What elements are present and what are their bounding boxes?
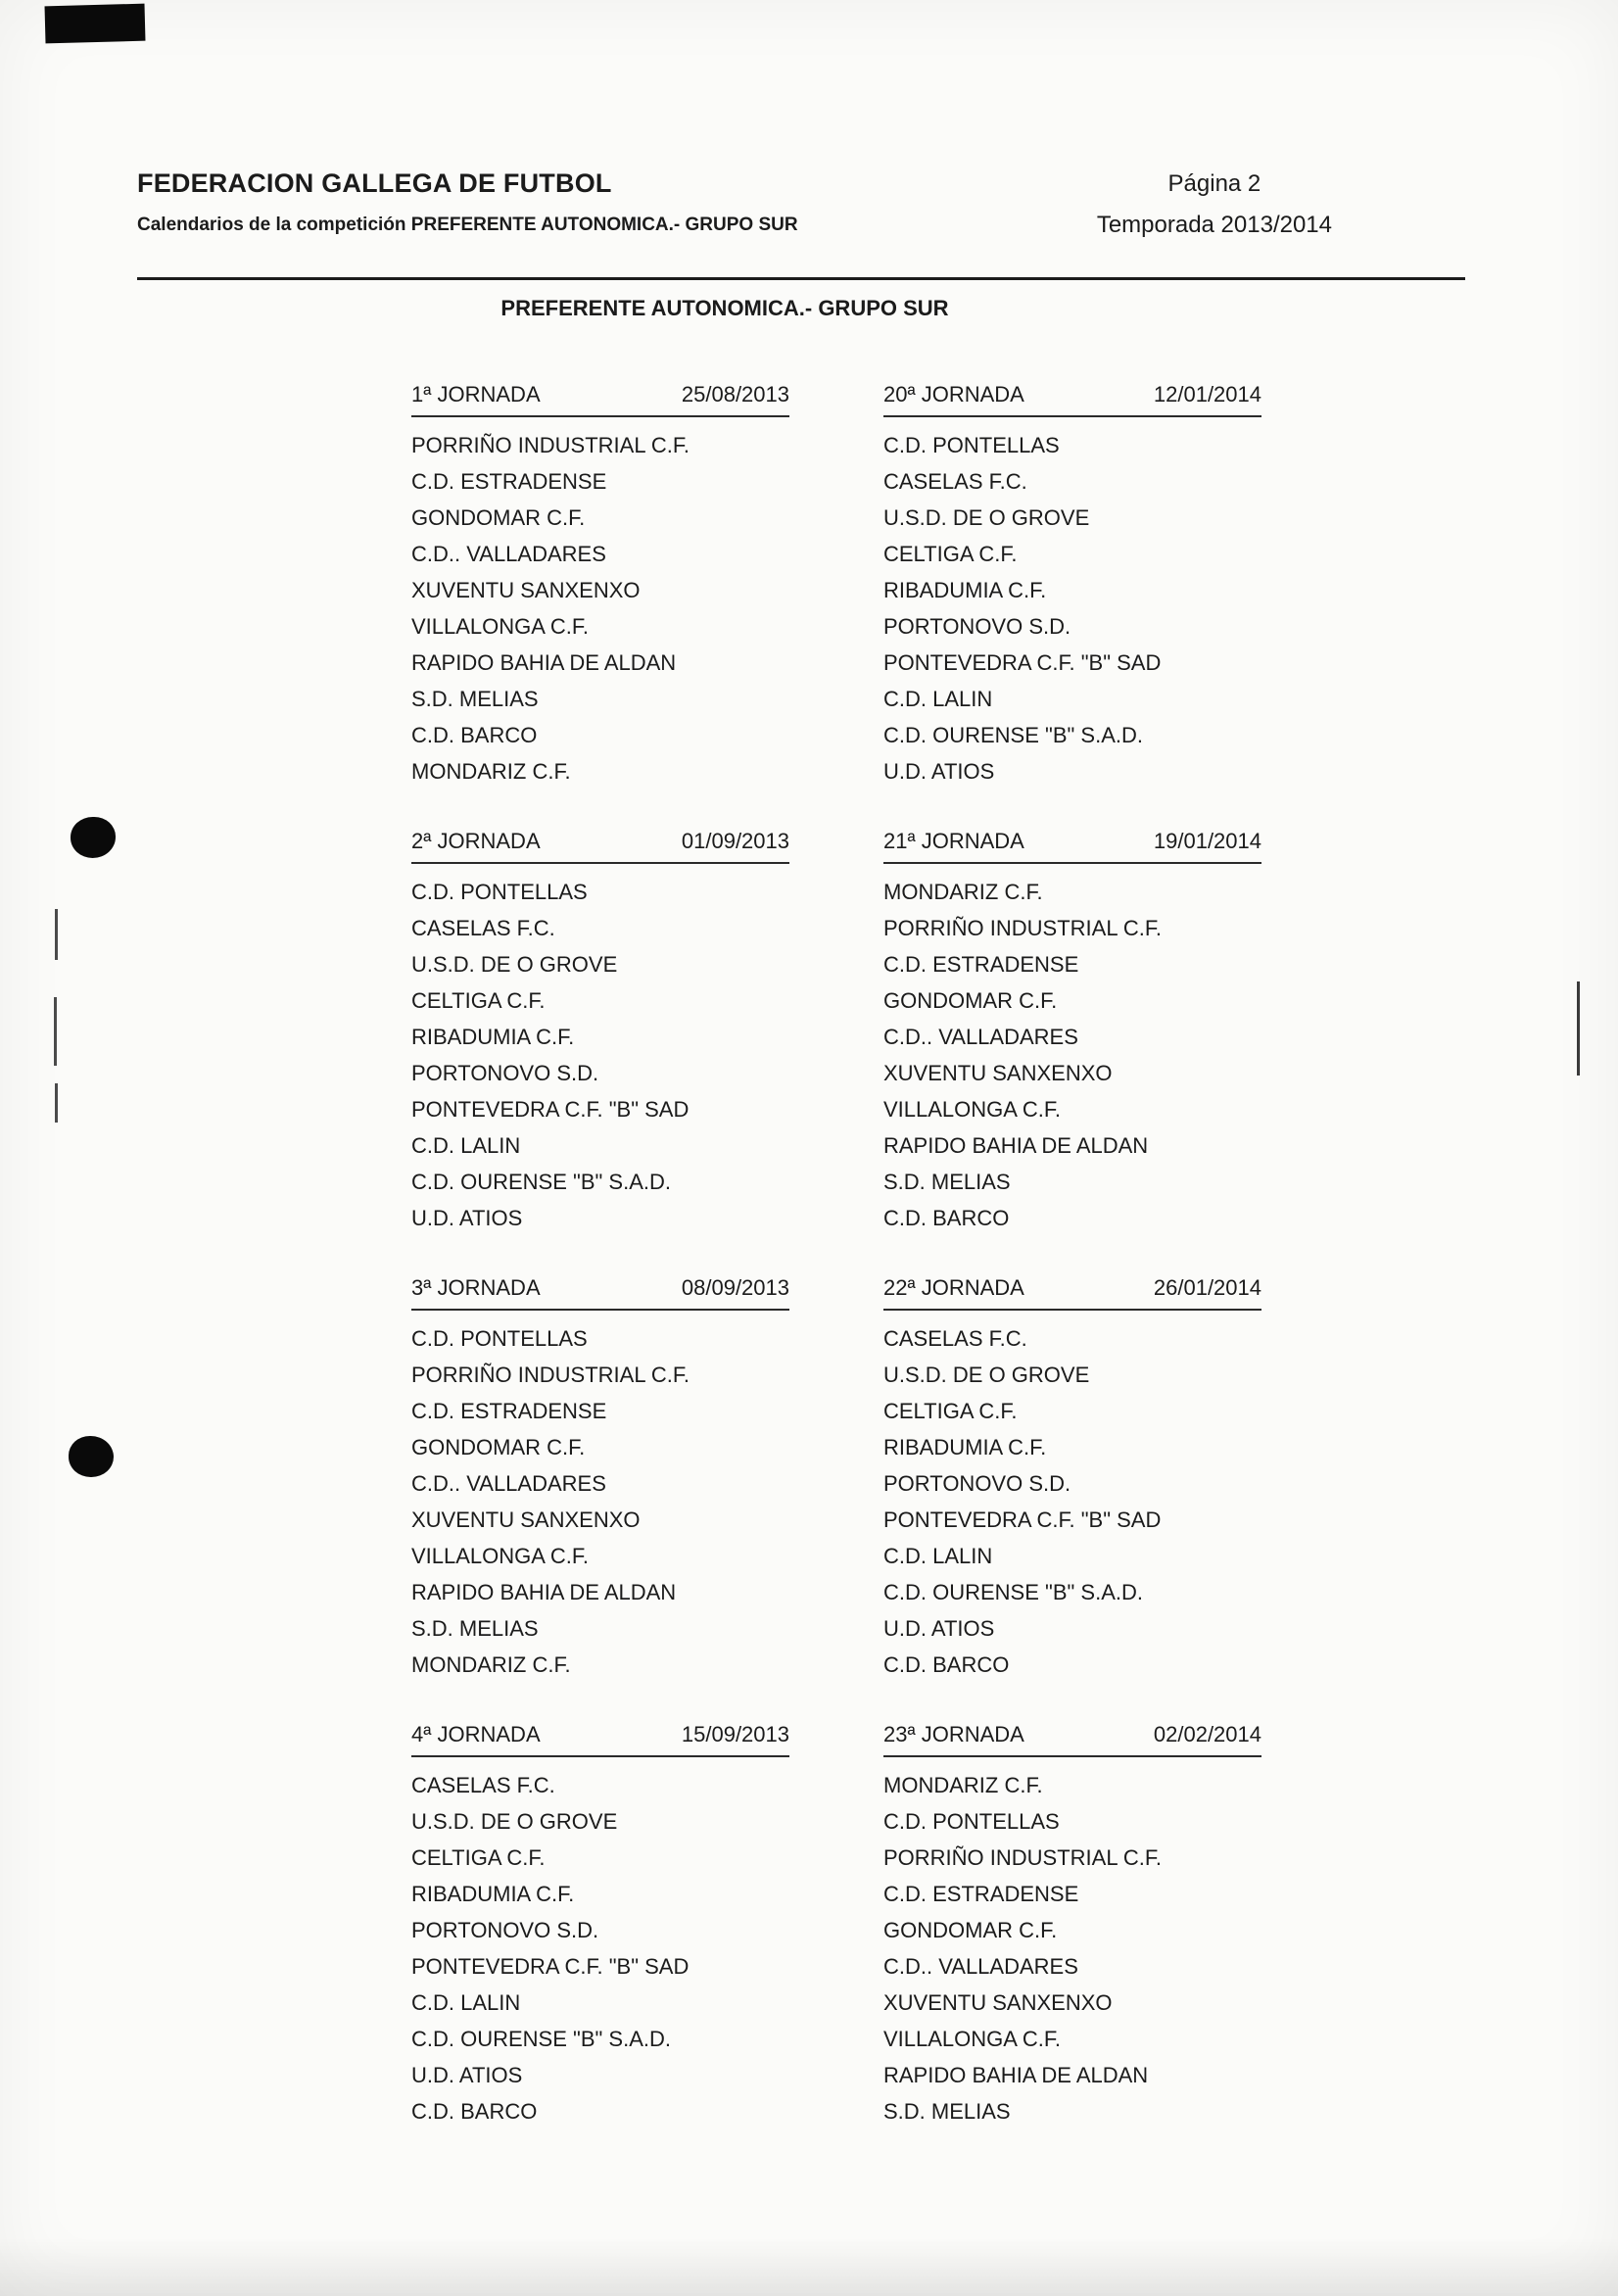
scan-artifact-hole-punch — [69, 1436, 114, 1477]
jornada-header — [883, 382, 1261, 417]
jornada-label: 3ª JORNADA — [411, 1275, 541, 1300]
team-name: S.D. MELIAS — [883, 2099, 1011, 2124]
team-name: U.S.D. DE O GROVE — [411, 1809, 618, 1834]
jornada-header — [883, 1275, 1261, 1311]
team-name: MONDARIZ C.F. — [411, 1652, 571, 1677]
jornada-label: 20ª JORNADA — [883, 382, 1024, 407]
team-name: XUVENTU SANXENXO — [883, 1061, 1113, 1085]
jornada-block — [411, 1275, 789, 1722]
jornada-label: 23ª JORNADA — [883, 1722, 1024, 1746]
team-name: U.S.D. DE O GROVE — [883, 505, 1090, 530]
team-name: U.S.D. DE O GROVE — [883, 1363, 1090, 1387]
jornada-label: 21ª JORNADA — [883, 829, 1024, 853]
jornada-header — [411, 1275, 789, 1311]
team-name: C.D. BARCO — [411, 723, 538, 747]
team-name: VILLALONGA C.F. — [883, 1097, 1061, 1122]
page-number: Página 2 — [1167, 170, 1261, 197]
team-list — [883, 427, 1261, 789]
team-name: C.D. BARCO — [883, 1206, 1010, 1230]
jornada-header — [883, 829, 1261, 864]
scan-artifact-mark — [55, 909, 58, 960]
team-name: C.D. OURENSE "B" S.A.D. — [411, 1170, 671, 1194]
section-title: PREFERENTE AUTONOMICA.- GRUPO SUR — [500, 296, 949, 320]
team-name: PONTEVEDRA C.F. "B" SAD — [883, 650, 1162, 675]
team-name: PORTONOVO S.D. — [883, 1471, 1071, 1496]
jornada-block — [883, 829, 1261, 1275]
team-name: C.D. ESTRADENSE — [883, 1882, 1079, 1906]
team-name: GONDOMAR C.F. — [411, 505, 586, 530]
team-name: S.D. MELIAS — [411, 687, 539, 711]
team-name: PORRIÑO INDUSTRIAL C.F. — [411, 1363, 690, 1387]
header-divider-rule — [137, 277, 1465, 280]
team-name: U.D. ATIOS — [411, 1206, 523, 1230]
jornada-label: 1ª JORNADA — [411, 382, 541, 407]
team-name: C.D. LALIN — [411, 1133, 521, 1158]
team-name: PORTONOVO S.D. — [411, 1061, 599, 1085]
team-name: VILLALONGA C.F. — [411, 1544, 589, 1568]
team-name: C.D. OURENSE "B" S.A.D. — [883, 1580, 1143, 1604]
scan-artifact-corner-bar — [45, 4, 146, 44]
header-left — [137, 168, 798, 236]
team-name: PORTONOVO S.D. — [411, 1918, 599, 1942]
scan-artifact-mark — [1577, 981, 1580, 1076]
jornada-block — [883, 1275, 1261, 1722]
document-header — [137, 168, 1465, 239]
team-name: XUVENTU SANXENXO — [883, 1990, 1113, 2015]
team-name: GONDOMAR C.F. — [411, 1435, 586, 1459]
team-name: S.D. MELIAS — [411, 1616, 539, 1641]
jornada-block — [883, 382, 1261, 829]
team-name: C.D. OURENSE "B" S.A.D. — [883, 723, 1143, 747]
team-list — [883, 874, 1261, 1236]
team-name: C.D. ESTRADENSE — [883, 952, 1079, 977]
jornada-date: 02/02/2014 — [1153, 1722, 1261, 1746]
team-name: U.D. ATIOS — [883, 1616, 995, 1641]
team-name: RIBADUMIA C.F. — [411, 1025, 575, 1049]
jornada-label: 2ª JORNADA — [411, 829, 541, 853]
team-name: C.D. BARCO — [883, 1652, 1010, 1677]
scan-artifact-mark — [55, 1083, 58, 1123]
team-name: GONDOMAR C.F. — [883, 988, 1058, 1013]
jornada-date: 26/01/2014 — [1153, 1275, 1261, 1300]
team-name: PORRIÑO INDUSTRIAL C.F. — [411, 433, 690, 457]
team-name: C.D. PONTELLAS — [411, 880, 588, 904]
jornada-date: 12/01/2014 — [1153, 382, 1261, 407]
team-name: C.D.. VALLADARES — [411, 542, 606, 566]
team-name: VILLALONGA C.F. — [883, 2027, 1061, 2051]
team-name: CELTIGA C.F. — [411, 1845, 546, 1870]
jornada-block — [411, 382, 789, 829]
team-name: PONTEVEDRA C.F. "B" SAD — [411, 1954, 690, 1979]
team-name: PORRIÑO INDUSTRIAL C.F. — [883, 916, 1162, 940]
team-name: C.D. LALIN — [883, 687, 993, 711]
team-name: C.D. PONTELLAS — [883, 433, 1060, 457]
team-name: C.D.. VALLADARES — [883, 1025, 1078, 1049]
team-name: S.D. MELIAS — [883, 1170, 1011, 1194]
jornada-label: 22ª JORNADA — [883, 1275, 1024, 1300]
team-name: PONTEVEDRA C.F. "B" SAD — [411, 1097, 690, 1122]
team-name: C.D. ESTRADENSE — [411, 469, 607, 494]
team-name: C.D. LALIN — [411, 1990, 521, 2015]
scan-artifact-mark — [54, 997, 57, 1066]
jornada-header — [411, 382, 789, 417]
team-list — [411, 1767, 789, 2129]
team-name: RIBADUMIA C.F. — [883, 1435, 1047, 1459]
team-name: GONDOMAR C.F. — [883, 1918, 1058, 1942]
team-list — [883, 1767, 1261, 2129]
team-name: XUVENTU SANXENXO — [411, 1507, 641, 1532]
team-list — [411, 427, 789, 789]
season-label: Temporada 2013/2014 — [1096, 212, 1332, 238]
team-name: RAPIDO BAHIA DE ALDAN — [883, 1133, 1149, 1158]
team-list — [411, 874, 789, 1236]
jornada-block — [411, 829, 789, 1275]
jornada-date: 08/09/2013 — [681, 1275, 789, 1300]
team-name: MONDARIZ C.F. — [411, 759, 571, 784]
team-name: PORTONOVO S.D. — [883, 614, 1071, 639]
team-name: RIBADUMIA C.F. — [411, 1882, 575, 1906]
team-name: PONTEVEDRA C.F. "B" SAD — [883, 1507, 1162, 1532]
team-name: RAPIDO BAHIA DE ALDAN — [411, 650, 677, 675]
jornada-block — [883, 1722, 1261, 2169]
team-name: C.D. LALIN — [883, 1544, 993, 1568]
team-name: C.D.. VALLADARES — [411, 1471, 606, 1496]
team-name: C.D. PONTELLAS — [411, 1326, 588, 1351]
team-list — [883, 1320, 1261, 1683]
jornada-date: 25/08/2013 — [681, 382, 789, 407]
competition-subtitle: Calendarios de la competición PREFERENTE AUTONOMICA.- GRUPO SUR — [137, 215, 798, 235]
jornada-header — [411, 829, 789, 864]
team-name: U.S.D. DE O GROVE — [411, 952, 618, 977]
jornada-date: 15/09/2013 — [681, 1722, 789, 1746]
jornada-label: 4ª JORNADA — [411, 1722, 541, 1746]
team-name: CASELAS F.C. — [411, 916, 555, 940]
header-right — [1097, 170, 1332, 239]
team-name: C.D. ESTRADENSE — [411, 1399, 607, 1423]
team-name: RAPIDO BAHIA DE ALDAN — [883, 2063, 1149, 2087]
team-name: U.D. ATIOS — [883, 759, 995, 784]
team-name: MONDARIZ C.F. — [883, 1773, 1043, 1797]
team-name: CELTIGA C.F. — [883, 542, 1018, 566]
team-name: C.D.. VALLADARES — [883, 1954, 1078, 1979]
team-name: C.D. PONTELLAS — [883, 1809, 1060, 1834]
jornada-header — [411, 1722, 789, 1757]
team-name: U.D. ATIOS — [411, 2063, 523, 2087]
team-name: CELTIGA C.F. — [411, 988, 546, 1013]
jornada-date: 01/09/2013 — [681, 829, 789, 853]
jornada-date: 19/01/2014 — [1153, 829, 1261, 853]
team-name: XUVENTU SANXENXO — [411, 578, 641, 602]
team-name: RAPIDO BAHIA DE ALDAN — [411, 1580, 677, 1604]
team-name: CELTIGA C.F. — [883, 1399, 1018, 1423]
jornada-block — [411, 1722, 789, 2169]
team-name: CASELAS F.C. — [883, 469, 1027, 494]
team-name: MONDARIZ C.F. — [883, 880, 1043, 904]
federation-title: FEDERACION GALLEGA DE FUTBOL — [137, 168, 612, 198]
team-name: RIBADUMIA C.F. — [883, 578, 1047, 602]
team-name: C.D. BARCO — [411, 2099, 538, 2124]
team-name: VILLALONGA C.F. — [411, 614, 589, 639]
team-name: PORRIÑO INDUSTRIAL C.F. — [883, 1845, 1162, 1870]
jornada-header — [883, 1722, 1261, 1757]
team-name: CASELAS F.C. — [411, 1773, 555, 1797]
scan-artifact-hole-punch — [71, 817, 116, 858]
team-name: C.D. OURENSE "B" S.A.D. — [411, 2027, 671, 2051]
team-name: CASELAS F.C. — [883, 1326, 1027, 1351]
team-list — [411, 1320, 789, 1683]
jornada-grid — [411, 382, 1261, 2169]
